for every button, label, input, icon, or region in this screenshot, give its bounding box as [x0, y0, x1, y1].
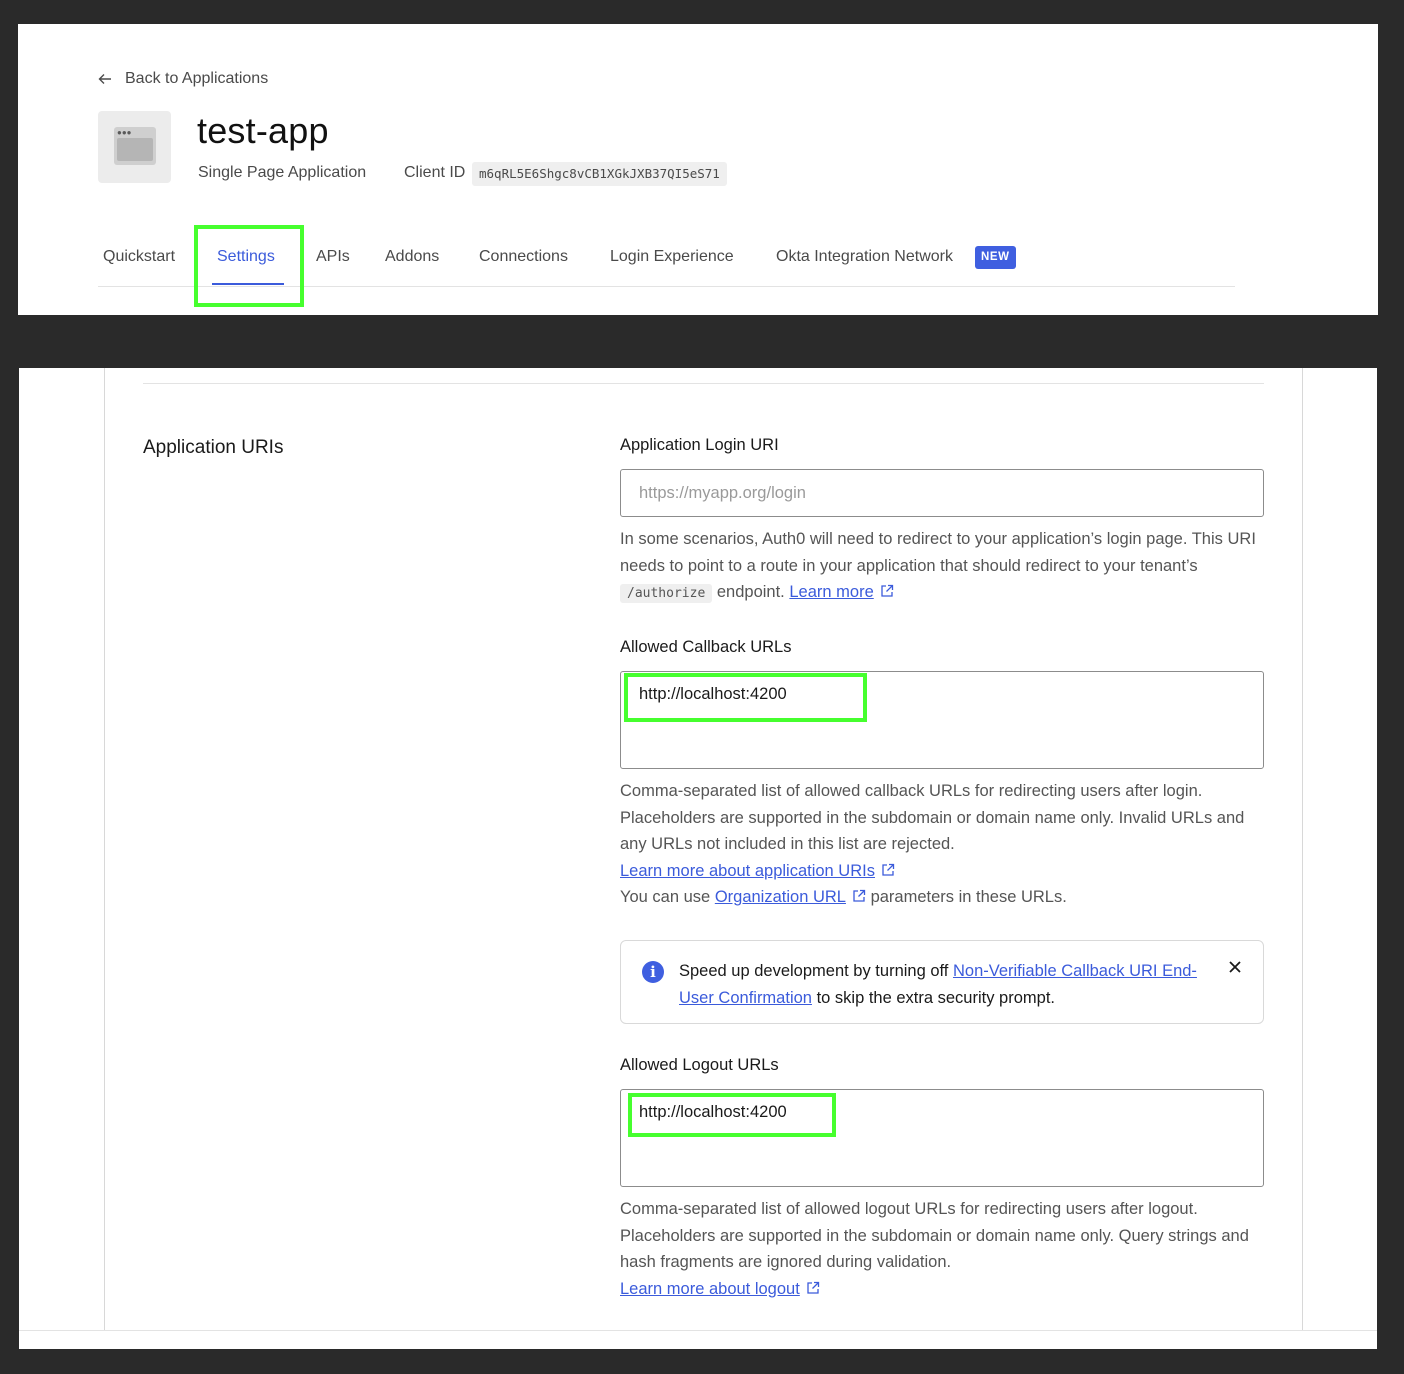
tab-apis[interactable]: APIs — [316, 248, 350, 265]
client-id-value[interactable]: m6qRL5E6Shgc8vCB1XGkJXB37QI5eS71 — [472, 162, 727, 186]
org-url-help-post: parameters in these URLs. — [870, 888, 1067, 906]
tab-okta-integration-network[interactable]: Okta Integration Network — [776, 248, 953, 265]
settings-panel — [19, 368, 1377, 1349]
close-icon[interactable] — [1227, 959, 1243, 975]
section-title: Application URIs — [143, 437, 284, 458]
login-uri-help — [620, 526, 1270, 608]
tab-login-experience[interactable]: Login Experience — [610, 248, 734, 265]
back-to-applications-link[interactable] — [98, 70, 268, 88]
external-link-icon — [881, 863, 895, 877]
back-link-label: Back to Applications — [125, 70, 269, 87]
alert-text: Speed up development by turning off Non-Verifiable Callback URI End-User Confirmation to skip the extra security prompt. — [679, 962, 1197, 1007]
login-uri-help-text: In some scenarios, Auth0 will need to redirect to your application’s login page. This URI needs to point to a route in your application that should redirect to your tenant’s — [620, 530, 1256, 575]
app-type: Single Page Application — [198, 164, 367, 181]
divider — [19, 1330, 1377, 1331]
external-link-icon — [852, 889, 866, 903]
tab-bar — [98, 236, 1235, 287]
callback-urls-label: Allowed Callback URLs — [620, 638, 792, 656]
tab-connections[interactable]: Connections — [479, 248, 568, 265]
tab-settings[interactable]: Settings — [217, 248, 275, 265]
login-uri-help-text-2: endpoint. — [716, 583, 785, 601]
callback-urls-help — [620, 778, 1270, 911]
tab-addons[interactable]: Addons — [385, 248, 440, 265]
organization-url-link[interactable]: Organization URL — [714, 888, 846, 906]
logout-help-text: Comma-separated list of allowed logout URLs for redirecting users after logout. Placeholders are supported in the subdomain or domain name only. Query strings and hash fragments are ignored during validation. — [620, 1200, 1249, 1271]
authorize-code: /authorize — [620, 584, 712, 603]
callback-urls-textarea[interactable] — [620, 671, 1264, 769]
app-logo-icon: ●●● — [98, 111, 171, 183]
org-url-help-pre: You can use — [620, 888, 711, 906]
external-link-icon — [880, 584, 894, 598]
logout-urls-help — [620, 1196, 1270, 1302]
client-id-label: Client ID — [404, 164, 466, 181]
app-header-panel — [18, 24, 1378, 315]
login-uri-input[interactable] — [620, 469, 1264, 517]
callback-help-text: Comma-separated list of allowed callback URLs for redirecting users after login. Placeholders are supported in the subdomain or domain name only. Invalid URLs and any URLs not included in this list are rejected. — [620, 782, 1245, 853]
new-badge: NEW — [975, 246, 1016, 269]
info-alert — [620, 940, 1264, 1024]
active-tab-indicator — [212, 283, 284, 285]
external-link-icon — [806, 1281, 820, 1295]
logout-urls-textarea[interactable] — [620, 1089, 1264, 1187]
divider — [143, 383, 1264, 384]
login-uri-label: Application Login URI — [620, 436, 779, 454]
logout-urls-label: Allowed Logout URLs — [620, 1056, 779, 1074]
arrow-left-icon — [98, 72, 112, 86]
non-verifiable-callback-link[interactable]: Non-Verifiable Callback URI End-User Confirmation — [679, 962, 1197, 1007]
learn-more-application-uris-link[interactable]: Learn more about application URIs — [620, 861, 875, 880]
app-title: test-app — [197, 110, 329, 151]
learn-more-logout-link[interactable]: Learn more about logout — [620, 1279, 800, 1298]
info-icon: i — [642, 961, 664, 983]
tab-quickstart[interactable]: Quickstart — [103, 248, 176, 265]
learn-more-link[interactable]: Learn more — [789, 583, 874, 601]
